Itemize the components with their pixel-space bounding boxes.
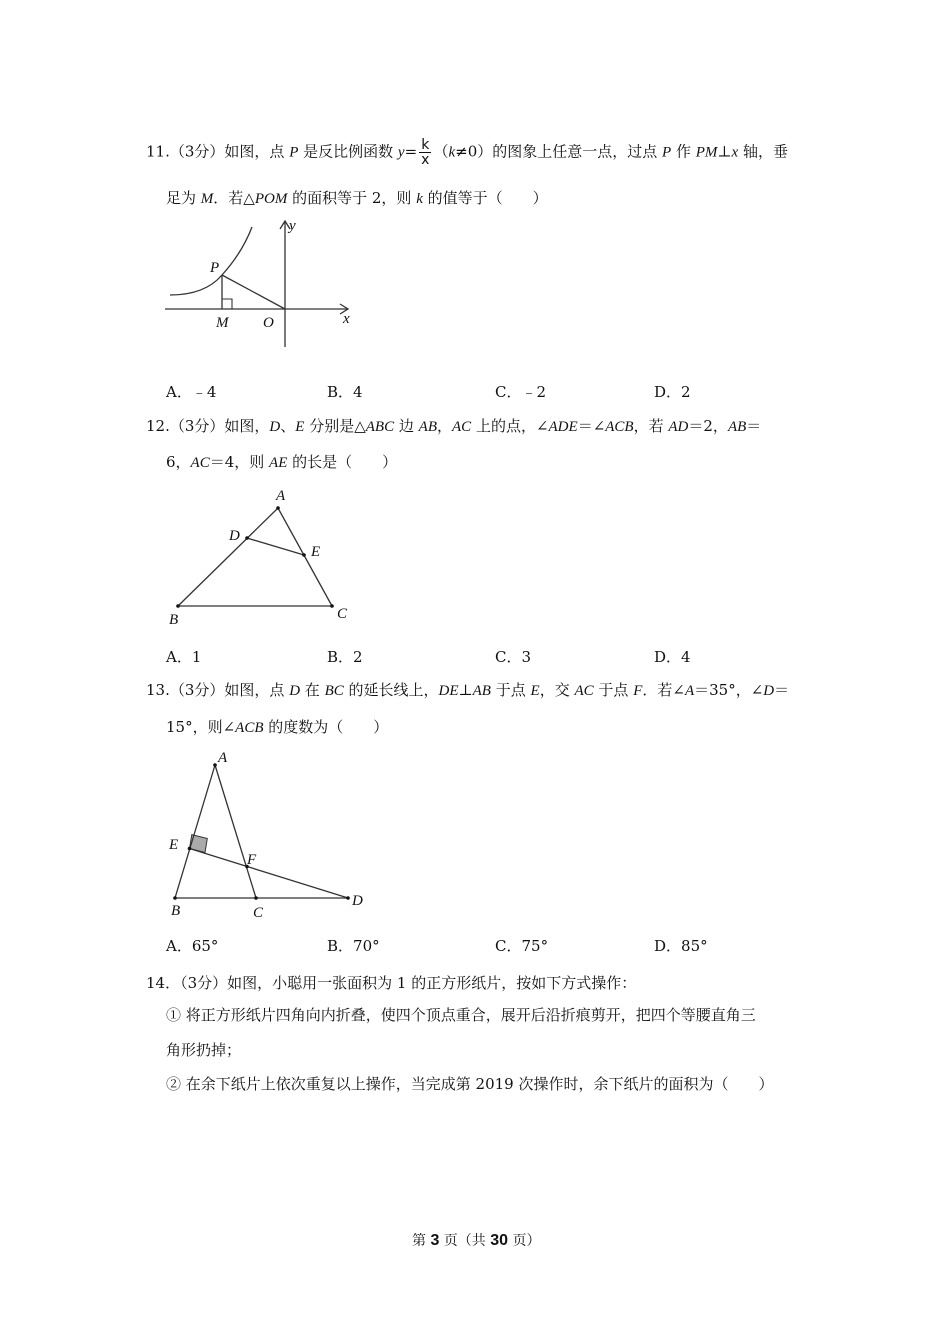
side-ab <box>178 508 278 606</box>
point-d <box>245 536 249 540</box>
label-b: B <box>169 612 179 628</box>
side-ac <box>278 508 332 606</box>
q11-option-c[interactable]: C．﹣2 <box>495 383 547 401</box>
label-a: A <box>276 488 286 504</box>
side-ac <box>215 765 256 898</box>
page-number: 3 <box>430 1232 440 1249</box>
point-c <box>330 604 334 608</box>
label-p: P <box>210 260 220 276</box>
q12-option-c[interactable]: C．3 <box>495 648 532 666</box>
q13-figure <box>160 745 380 925</box>
label-m: M <box>216 315 229 331</box>
q14-line2: ① 将正方形纸片四角向内折叠，使四个顶点重合，展开后沿折痕剪开，把四个等腰直角三 <box>166 1006 756 1024</box>
q13-option-b[interactable]: B．70° <box>327 937 380 955</box>
page-footer: 第 3 页（共 30 页） <box>412 1232 541 1249</box>
label-e: E <box>169 837 179 853</box>
label-d: D <box>352 893 363 909</box>
point-a <box>213 763 217 767</box>
q11-option-b[interactable]: B．4 <box>327 383 363 401</box>
label-d: D <box>229 528 240 544</box>
label-e: E <box>311 544 321 560</box>
label-c: C <box>253 905 264 921</box>
point-d <box>346 896 350 900</box>
point-c <box>254 896 258 900</box>
label-y: y <box>289 218 296 234</box>
q13-option-a[interactable]: A．65° <box>166 937 219 955</box>
q13-option-c[interactable]: C．75° <box>495 937 549 955</box>
q11-option-d[interactable]: D．2 <box>654 383 691 401</box>
q12-figure <box>160 482 360 632</box>
point-b <box>173 896 177 900</box>
point-e <box>302 553 306 557</box>
q13-line1: 13.（3分）如图，点 D 在 BC 的延长线上，DE⊥AB 于点 E，交 AC 于点 F．若∠A＝35°，∠D＝ <box>146 681 790 699</box>
q12-line1: 12.（3分）如图，D、E 分别是△ABC 边 AB，AC 上的点，∠ADE＝∠ACB，若 AD＝2，AB＝ <box>146 417 762 435</box>
q14-line4: ② 在余下纸片上依次重复以上操作，当完成第 2019 次操作时，余下纸片的面积为（ ） <box>166 1075 774 1093</box>
page-total: 30 <box>490 1232 509 1249</box>
q14-line3: 角形扔掉； <box>166 1041 242 1059</box>
label-b: B <box>171 903 181 919</box>
label-f: F <box>247 852 257 868</box>
point-b <box>176 604 180 608</box>
q13-line2: 15°，则∠ACB 的度数为（ ） <box>166 718 389 736</box>
fraction-k-over-x: $\frac{k}{x}$ <box>421 137 430 168</box>
q11-figure <box>160 215 360 350</box>
q14-line1: 14．（3分）如图，小聪用一张面积为 1 的正方形纸片，按如下方式操作： <box>146 974 637 992</box>
q12-option-a[interactable]: A．1 <box>166 648 202 666</box>
q11-option-a[interactable]: A．﹣4 <box>166 383 217 401</box>
segment-ed <box>190 849 349 899</box>
right-angle-mark <box>222 299 232 309</box>
point-a <box>276 506 280 510</box>
q12-option-b[interactable]: B．2 <box>327 648 363 666</box>
point-e <box>188 847 192 851</box>
q11-line1: 11.（3分）如图，点 P 是反比例函数 y= $\frac{k}{x}$ （k≠0）的图象上任意一点，过点 P 作 PM⊥x 轴，垂 <box>146 137 788 168</box>
q11-line2: 足为 M．若△POM 的面积等于 2，则 k 的值等于（ ） <box>166 189 548 207</box>
q12-option-d[interactable]: D．4 <box>654 648 691 666</box>
side-ab <box>175 765 215 898</box>
label-a: A <box>218 750 228 766</box>
label-o: O <box>263 315 274 331</box>
q13-option-d[interactable]: D．85° <box>654 937 708 955</box>
q12-line2: 6，AC＝4，则 AE 的长是（ ） <box>166 453 398 471</box>
label-c: C <box>337 606 348 622</box>
label-x: x <box>343 311 350 327</box>
